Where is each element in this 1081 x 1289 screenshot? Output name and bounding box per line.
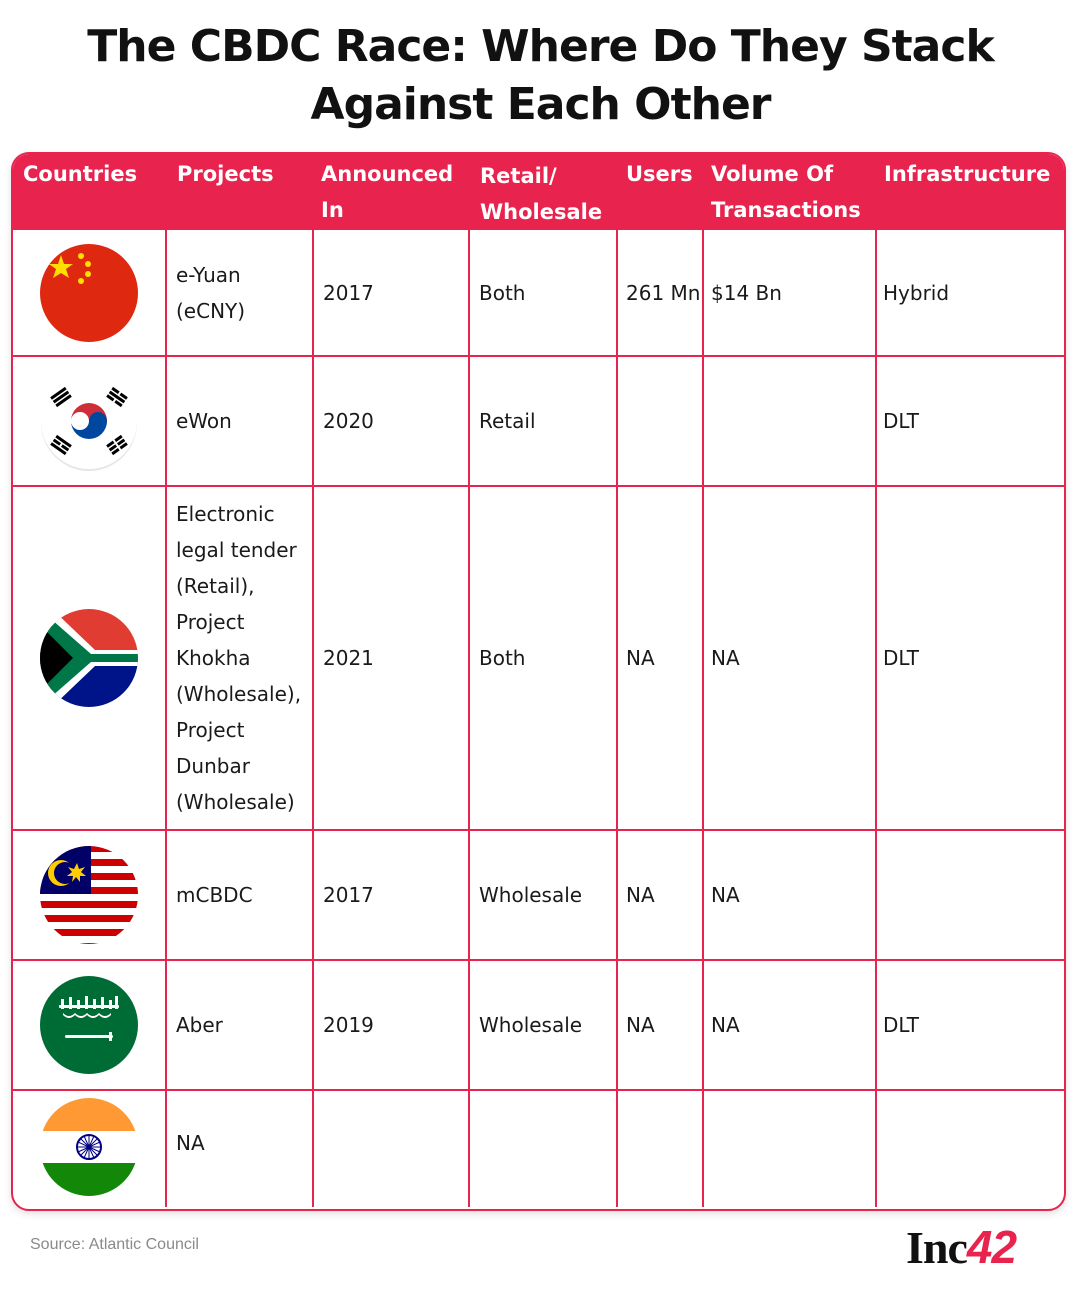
- announced-cell: 2017: [313, 230, 469, 356]
- users-cell: NA: [617, 960, 703, 1090]
- users-cell: NA: [617, 486, 703, 830]
- page-title: [0, 18, 1081, 134]
- type-cell: Wholesale: [469, 960, 617, 1090]
- project-cell: e-Yuan (eCNY): [166, 230, 313, 356]
- inc42-logo: [906, 1222, 1016, 1272]
- infra-cell: [876, 830, 1064, 960]
- infra-cell: [876, 1090, 1064, 1207]
- announced-cell: 2020: [313, 356, 469, 486]
- table-row: [13, 830, 1064, 960]
- volume-cell: NA: [703, 486, 876, 830]
- volume-cell: [703, 356, 876, 486]
- flag-cell: [13, 356, 166, 486]
- flag-cell: [13, 960, 166, 1090]
- india-flag-icon: [39, 1097, 139, 1197]
- project-cell: Electronic legal tender (Retail), Project Khokha (Wholesale), Project Dunbar (Wholesale): [166, 486, 313, 830]
- type-cell: Wholesale: [469, 830, 617, 960]
- source-note: Source: Atlantic Council: [30, 1236, 199, 1253]
- flag-cell: [13, 486, 166, 830]
- title-line-1: The CBDC Race: Where Do They Stack: [87, 21, 994, 72]
- malaysia-flag-icon: [39, 845, 139, 945]
- logo-text: Inc: [906, 1222, 967, 1273]
- china-flag-icon: [39, 243, 139, 343]
- header-infrastructure: Infrastructure: [876, 154, 1064, 230]
- table-row: [13, 356, 1064, 486]
- announced-cell: 2017: [313, 830, 469, 960]
- saudi-arabia-flag-icon: [39, 975, 139, 1075]
- table-row: [13, 230, 1064, 356]
- header-announced: Announced In: [313, 154, 469, 230]
- type-cell: Both: [469, 230, 617, 356]
- header-retail-wholesale: Retail/ Wholesale: [469, 154, 617, 230]
- header-row: [13, 154, 1064, 230]
- volume-cell: $14 Bn: [703, 230, 876, 356]
- table-row: [13, 960, 1064, 1090]
- infra-cell: DLT: [883, 646, 920, 670]
- infra-cell: DLT: [883, 1013, 920, 1037]
- users-cell: 261 Mn: [617, 230, 703, 356]
- infra-cell: DLT: [883, 409, 920, 433]
- table-row: [13, 486, 1064, 830]
- announced-cell: 2019: [313, 960, 469, 1090]
- project-cell: mCBDC: [166, 830, 313, 960]
- announced-cell: 2021: [313, 486, 469, 830]
- flag-cell: [13, 1090, 166, 1207]
- users-cell: NA: [617, 830, 703, 960]
- volume-cell: NA: [703, 960, 876, 1090]
- volume-cell: [703, 1090, 876, 1207]
- type-cell: Both: [469, 486, 617, 830]
- flag-cell: [13, 830, 166, 960]
- header-countries: Countries: [13, 154, 166, 230]
- project-cell: Aber: [166, 960, 313, 1090]
- logo-number: 42: [966, 1221, 1017, 1273]
- flag-cell: [13, 230, 166, 356]
- type-cell: [469, 1090, 617, 1207]
- type-cell: Retail: [469, 356, 617, 486]
- header-volume: Volume Of Transactions: [703, 154, 876, 230]
- announced-cell: [313, 1090, 469, 1207]
- south-korea-flag-icon: [39, 371, 139, 471]
- header-users: Users: [617, 154, 703, 230]
- cbdc-table: [11, 152, 1066, 1211]
- header-projects: Projects: [166, 154, 313, 230]
- users-cell: [617, 356, 703, 486]
- project-cell: eWon: [166, 356, 313, 486]
- volume-cell: NA: [703, 830, 876, 960]
- infra-cell: Hybrid: [883, 280, 950, 305]
- users-cell: [617, 1090, 703, 1207]
- table-row: [13, 1090, 1064, 1207]
- title-line-2: Against Each Other: [310, 79, 771, 130]
- south-africa-flag-icon: [39, 608, 139, 708]
- project-cell: NA: [166, 1090, 313, 1207]
